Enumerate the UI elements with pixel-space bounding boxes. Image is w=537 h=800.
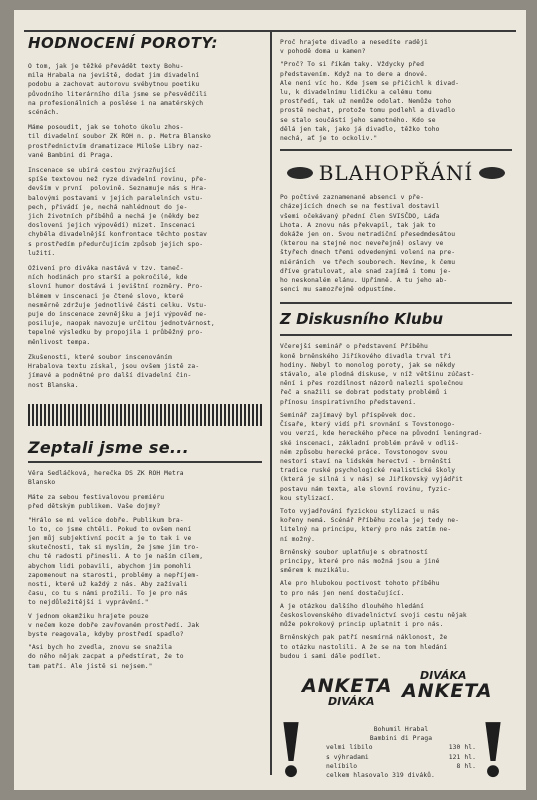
question-2: V jednom okamžiku hrajete pouze v nečem koze dobře zavřovaném prostředí. Jak byste reagovala, kdyby prostředí spadlo? [28, 612, 200, 638]
question-1: Máte za sebou festivalovou premiéru před dětským publikem. Vaše dojmy? [28, 494, 165, 511]
survey-row-value: 130 hl. [448, 744, 476, 752]
evaluation-paragraph-2: Máme posoudit, jak se tohoto úkolu zhos- til divadelní soubor ZK ROH n. p. Metra Blansko prostřednictvím dramatizace Miloše Libry naz- vané Bambini di Praga. [28, 124, 211, 159]
audience-survey-box [280, 669, 512, 790]
survey-results [326, 725, 476, 780]
evaluation-paragraph-1: O tom, jak je těžké převádět texty Bohu- mila Hrabala na jeviště, dodat jim divadelní podobu a zachovat autorovu svébytnou poetiku původního literárního díla jsme se přesvědčili na profesionálních a poslése i na amatérských scénách. [28, 63, 207, 117]
question-3: Proč hrajete divadlo a nesedíte raději v pohodě doma u kamen? [280, 39, 428, 56]
survey-row [326, 753, 476, 762]
anketa-left [302, 675, 393, 708]
survey-row-label: velmi líbilo [326, 744, 373, 752]
interview-underline [28, 461, 262, 463]
survey-row [326, 743, 476, 752]
congrats-title: BLAHOPŘÁNÍ [318, 161, 474, 186]
club-bottom-rule [280, 334, 512, 336]
leaf-left-icon [287, 167, 313, 179]
club-paragraph-4: Brněnský soubor uplatňuje s obratností principy, které pro nás možná jsou a jiné směrem k muzikálu. [280, 548, 440, 575]
survey-row-value: 8 hl. [456, 762, 476, 770]
answer-3: "Proč? To si říkám taky. Vždycky před představením. Když na to dere a dnové. Ale není víc ho. Kde jsem se přičichl k divad- lu, k divadelnímu lidičku a celému tomu prostředí, tak už nemůže odolat. Nemůže toho prostě nechat, protože tomu podlehl a divadlo se stalo součástí jeho samotného. Kdo se dělá jen tak, jako já divadlo, těžko toho nechá, ať je to ockoliv." [280, 61, 459, 143]
interview-title: Zeptali jsme se... [28, 437, 190, 457]
newspaper-page [14, 10, 526, 790]
survey-author: Bohumil Hrabal [373, 725, 429, 733]
congrats-text: Po počtivé zaznamenané absenci v pře- cházejících dnech se na festival dostavil všemi očekávaný přední člen SVISČDO, Láďa Lhota. A znovu nás překvapil, tak jak to dokáže jen on. Svou netradiční přesedmdesátou (kterou na stejné noc neveřejně) oslavy ve štyřech dnech třemi odvedenými volení na pre- miéráních ve třech souborech. Nevíme, k čemu dříve gratulovat, ale snad zajímá i tomu je- ho neskonalém elánu. Upřímně. A tu jeho ab- senci mu samozřejmě odpustíme. [280, 194, 456, 294]
survey-total: celkem hlasovalo 319 diváků. [326, 771, 435, 779]
club-paragraph-5: Ale pro hlubokou poctivost tohoto příběhu to pro nás jen není dostačující. [280, 580, 440, 597]
exclamation-right-icon [482, 715, 504, 785]
interviewee-name: Věra Sedláčková, herečka DS ZK ROH Metra Blansko [28, 469, 184, 486]
survey-row-label: s výhradami [326, 753, 369, 761]
congrats-banner [280, 161, 512, 185]
evaluation-paragraph-4: Oživení pro diváka nastává v tzv. taneč- ních hodinách pro starší a pokročilé, kde slovní humor dostává i jevištní rozměry. Pro- blémem v inscenaci je čtené slovo, které nesměrně zdržuje jednotlivé části celku. Vstu- puje do inscenace zevnějšku a její výpověď ne- posiluje, naopak navozuje určitou jednotvárnost, tepelné výsledku by propojila i průběžný pro- měnlivost tempa. [28, 265, 215, 346]
exclamation-left-icon [280, 715, 302, 785]
section-rule [280, 149, 512, 151]
evaluation-paragraph-3: Inscenace se ubírá cestou zvýrazňující spíše textovou než ryze divadelní rovinu, pře- devším v první polovině. Seznamuje nás s Hra- balovými postavami v jejich paralelních vstu- pech, přivádí je, nechá nahlédnout do je- jich životních příběhů a nechá je (někdy bez dosloveni jejich výpovědí) mizet. Inscenaci chyběla divadelnější konfrontace těchto postav s prostředím předurčujícím způsob jejich spo- lužití. [28, 167, 207, 257]
survey-row [326, 762, 476, 771]
answer-1: "Hrálo se mi velice dobře. Publikum bra- lo to, co jsme chtěli. Pokud to ovšem není jen můj subjektivní pocit a je to tak i ve skutečnosti, tak si myslím, že jsme jim tro- chu té radosti přinesli. A to je naším cílem, abychom lidi pobavili, abychom jim pomohli zapomenout na starosti, problémy a nepříjem- nosti, které už každý z nás. Aby zažívali času, co tu s námi prožili. To je pro nás to nejdůležitější i vyprávění." [28, 516, 204, 607]
survey-row-label: nelíbilo [326, 762, 358, 770]
club-paragraph-7: Brněnských pak patří nesmírná náklonost, že to otázku nastolili. A že se na tom hledání budou i sami dále podílet. [280, 634, 448, 660]
survey-row-value: 121 hl. [448, 753, 476, 761]
club-top-rule [280, 302, 512, 304]
evaluation-title: HODNOCENÍ POROTY: [28, 34, 219, 52]
survey-play: Bambini di Praga [369, 735, 433, 743]
anketa-word-a: ANKETA [302, 674, 393, 697]
right-column [280, 10, 512, 790]
leaf-right-icon [479, 167, 505, 179]
anketa-word-b: ANKETA [402, 679, 493, 702]
anketa-sup-b: DIVÁKA [420, 668, 467, 682]
club-title: Z Diskusního Klubu [280, 310, 444, 329]
anketa-right [402, 669, 493, 702]
club-paragraph-3: Toto vyjadřování fyzickou stylizací u nás kořeny nemá. Scénář Příběhu zcela jej tedy ne- litelný na principu, který pro nás zatím ne- ní možný. [280, 507, 459, 543]
answer-2: "Asi bych ho zvedla, znovu se snažila do něho nějak zacpat a předstírat, že to tam patří. Ale jistě si nejsem." [28, 644, 184, 670]
club-paragraph-6: A je otázkou dalšího dlouhého hledání československého divadelnictví svoji cestu nějak může pokrokový princip uplatnit i pro nás. [280, 602, 467, 629]
decorative-stripe-band [28, 404, 262, 426]
club-paragraph-1: Včerejší seminář o představení Příběhu koně brněnského Jiříkového divadla trval tři hodiny. Nebyl to monolog poroty, jak se někdy stávalo, ale plodná diskuse, v níž většinu zúčast- nění i přes rozdílnost názorů nalezli společnou řeč a snažili se dobrat podstaty problémů i přínosu inspirativního představení. [280, 343, 475, 406]
club-paragraph-2: Seminář zajímavý byl příspěvek doc. Čísaře, který vidí při srovnání s Tovstonogo- vou verzí, kde hereckého přece na původní leningrad- ské inscenaci, základní problém právě v odliš- ném způsobu herecké práce. Tovstonogov svou nestorí staví na lidském herectví - brněnští tradice ruské psychologické realistické školy (která je silná i v nás) se Jiříkovský vyjádřit postavu nám texta, ale slovní rovinu, fyzic- kou stylizací. [280, 411, 483, 502]
left-column [28, 10, 262, 790]
column-divider [270, 30, 272, 775]
evaluation-paragraph-5: Zkušenosti, které soubor inscenováním Hrabalova textu získal, jsou ovšem jistě za- jímavé a podnětné pro další divadelní čin- nost Blanska. [28, 353, 200, 389]
anketa-sub-a: DIVÁKA [328, 694, 375, 708]
